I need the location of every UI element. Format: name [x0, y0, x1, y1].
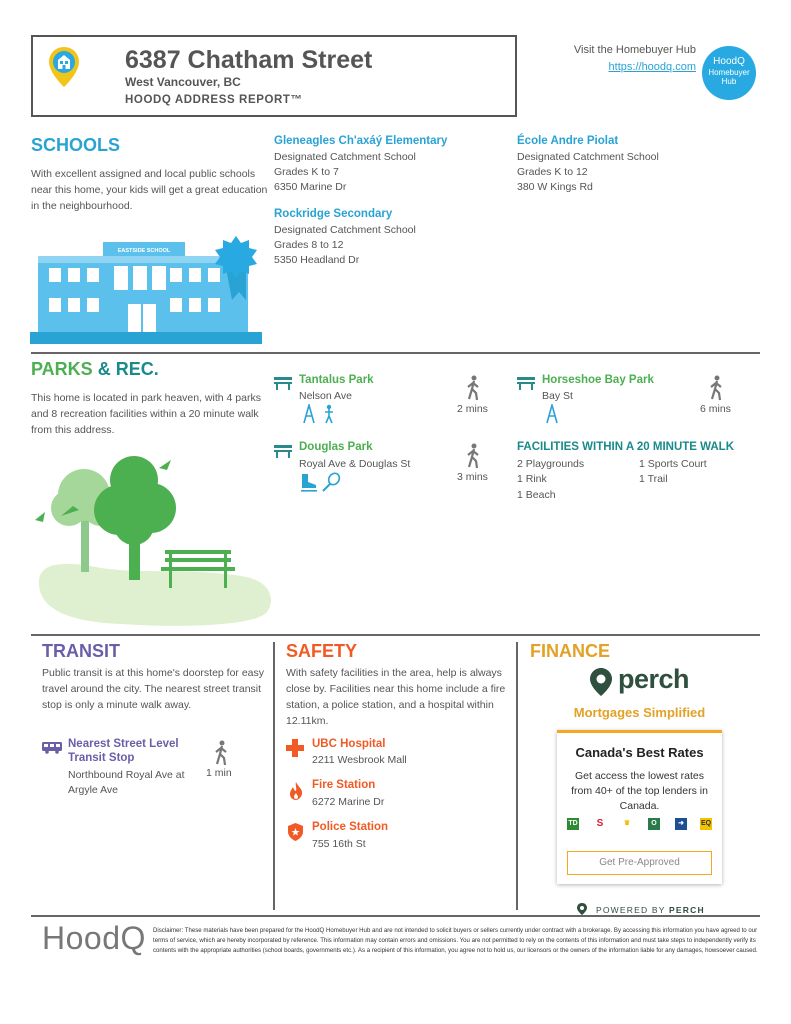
school-name[interactable]: Rockridge Secondary	[274, 208, 393, 220]
schools-description: With excellent assigned and local public schools near this home, your kids will get a great education in the neighbourhood.	[31, 168, 268, 212]
walking-icon	[465, 375, 481, 401]
card-text: Get access the lowest rates from 40+ of the top lenders in Canada.	[571, 770, 708, 812]
school-address: 6350 Marine Dr	[274, 181, 347, 193]
hospital-cross-icon	[286, 739, 304, 757]
school-sign: EASTSIDE SCHOOL	[117, 248, 171, 254]
city-label: West Vancouver, BC	[125, 75, 241, 89]
park-name[interactable]: Douglas Park	[299, 441, 373, 453]
park-name[interactable]: Tantalus Park	[299, 374, 374, 386]
address-title: 6387 Chatham Street	[125, 46, 373, 74]
walk-time: 1 min	[206, 767, 232, 779]
parks-title-b: & REC.	[92, 359, 159, 379]
transit-stop-label[interactable]: Nearest Street Level	[68, 738, 179, 750]
safety-title: SAFETY	[286, 641, 358, 661]
school-grades: Grades K to 7	[274, 166, 339, 178]
skate-tennis-icon	[300, 472, 342, 492]
walk-time: 2 mins	[457, 403, 488, 415]
park-illustration	[31, 450, 273, 630]
transit-stop-address: Northbound Royal Ave at	[68, 769, 185, 781]
rbc-icon: ♛	[621, 818, 633, 830]
safety-address: 2211 Wesbrook Mall	[312, 754, 407, 766]
school-type: Designated Catchment School	[517, 151, 659, 163]
lender-o-icon: O	[648, 818, 660, 830]
perch-small-icon	[577, 903, 587, 915]
bench-icon	[274, 444, 292, 458]
disclaimer: Disclaimer: These materials have been prepared for the HoodQ Homebuyer Hub and are not intended to solicit buyers or sellers currently under contract with a brokerage. By accessing this information you have agreed to our terms of service, which are hereby incorporated by reference. This information may contain errors and omissions. You are not permitted to rely on the contents of this information and must take steps to independently verify its contents with the appropriate authorities (school boards, governments etc.). As a recipient of this information, you agree not to hold us, our licensors or the owners of the information liable for any damages, howsoever caused.	[153, 927, 758, 954]
walking-icon	[708, 375, 724, 401]
bench-icon	[517, 376, 535, 390]
parks-title	[31, 359, 159, 380]
finance-title: FINANCE	[530, 641, 610, 661]
school-grades: Grades K to 12	[517, 166, 588, 178]
transit-stop-address-2: Argyle Ave	[68, 784, 119, 796]
column-divider	[273, 642, 275, 910]
hub-badge-line2: Homebuyer	[708, 68, 750, 77]
fire-icon	[289, 782, 303, 800]
safety-name[interactable]: Police Station	[312, 821, 389, 833]
school-address: 5350 Headland Dr	[274, 254, 360, 266]
police-badge-icon	[288, 823, 303, 841]
transit-title: TRANSIT	[42, 641, 120, 661]
walk-time: 6 mins	[700, 403, 731, 415]
school-illustration	[30, 232, 262, 346]
transit-stop-label-2[interactable]: Transit Stop	[68, 752, 135, 764]
walk-time: 3 mins	[457, 471, 488, 483]
safety-description: With safety facilities in the area, help is always close by. Facilities near this home include a fire station, a police station, and a hospital within 12.11km.	[286, 667, 506, 727]
homebuyer-hub-badge[interactable]	[702, 46, 756, 100]
report-label: HOODQ ADDRESS REPORT™	[125, 94, 303, 106]
bench-icon	[274, 376, 292, 390]
safety-address: 755 16th St	[312, 838, 366, 850]
finance-tagline: Mortgages Simplified	[573, 705, 706, 720]
parks-title-a: PARKS	[31, 359, 93, 379]
divider	[31, 634, 760, 636]
facility-item: 1 Beach	[517, 489, 556, 501]
school-name[interactable]: École Andre Piolat	[517, 135, 619, 147]
park-name[interactable]: Horseshoe Bay Park	[542, 374, 654, 386]
school-grades: Grades 8 to 12	[274, 239, 344, 251]
safety-name[interactable]: Fire Station	[312, 779, 376, 791]
hub-badge-line3: Hub	[721, 77, 737, 86]
school-type: Designated Catchment School	[274, 151, 416, 163]
facility-item: 1 Trail	[639, 473, 668, 485]
facility-item: 2 Playgrounds	[517, 458, 585, 470]
powered-by	[596, 905, 705, 915]
safety-address: 6272 Marine Dr	[312, 796, 385, 808]
perch-logo-icon	[590, 668, 612, 696]
hoodq-logo: HoodQ	[42, 920, 146, 956]
safety-name[interactable]: UBC Hospital	[312, 738, 386, 750]
park-address: Royal Ave & Douglas St	[299, 458, 411, 470]
bus-icon	[42, 742, 62, 754]
playground-icon	[302, 404, 336, 424]
facilities-title: FACILITIES WITHIN A 20 MINUTE WALK	[517, 441, 735, 453]
card-title: Canada's Best Rates	[575, 745, 704, 760]
hub-link[interactable]: https://hoodq.com	[608, 61, 696, 73]
divider	[31, 352, 760, 354]
lender-arrow-icon: ➜	[675, 818, 687, 830]
powered-brand: PERCH	[669, 905, 705, 915]
get-pre-approved-button[interactable]: Get Pre-Approved	[567, 851, 712, 875]
parks-description: This home is located in park heaven, with 4 parks and 8 recreation facilities within a 20 minute walk from this address.	[31, 392, 261, 436]
td-bank-icon: TD	[567, 818, 579, 830]
walking-icon	[213, 740, 229, 766]
scotiabank-icon: S	[594, 818, 606, 830]
walking-icon	[465, 443, 481, 469]
house-pin-icon	[48, 46, 80, 88]
facility-item: 1 Rink	[517, 473, 547, 485]
eq-bank-icon: EQ	[700, 818, 712, 830]
school-address: 380 W Kings Rd	[517, 181, 593, 193]
school-name[interactable]: Gleneagles Ch'axáý Elementary	[274, 135, 448, 147]
divider	[31, 915, 760, 917]
column-divider	[516, 642, 518, 910]
hub-badge-line1: HoodQ	[713, 56, 745, 67]
rates-card	[557, 730, 722, 884]
visit-hub-text: Visit the Homebuyer Hub	[573, 44, 696, 56]
perch-brand: perch	[618, 664, 690, 694]
facility-item: 1 Sports Court	[639, 458, 707, 470]
transit-description: Public transit is at this home's doorstep for easy travel around the city. The nearest street transit stop is only a minute walk away.	[42, 667, 265, 711]
schools-title: SCHOOLS	[31, 135, 121, 155]
playground-icon	[545, 404, 559, 424]
school-type: Designated Catchment School	[274, 224, 416, 236]
park-address: Nelson Ave	[299, 390, 352, 402]
powered-by-text: POWERED BY	[596, 905, 666, 915]
park-address: Bay St	[542, 390, 573, 402]
